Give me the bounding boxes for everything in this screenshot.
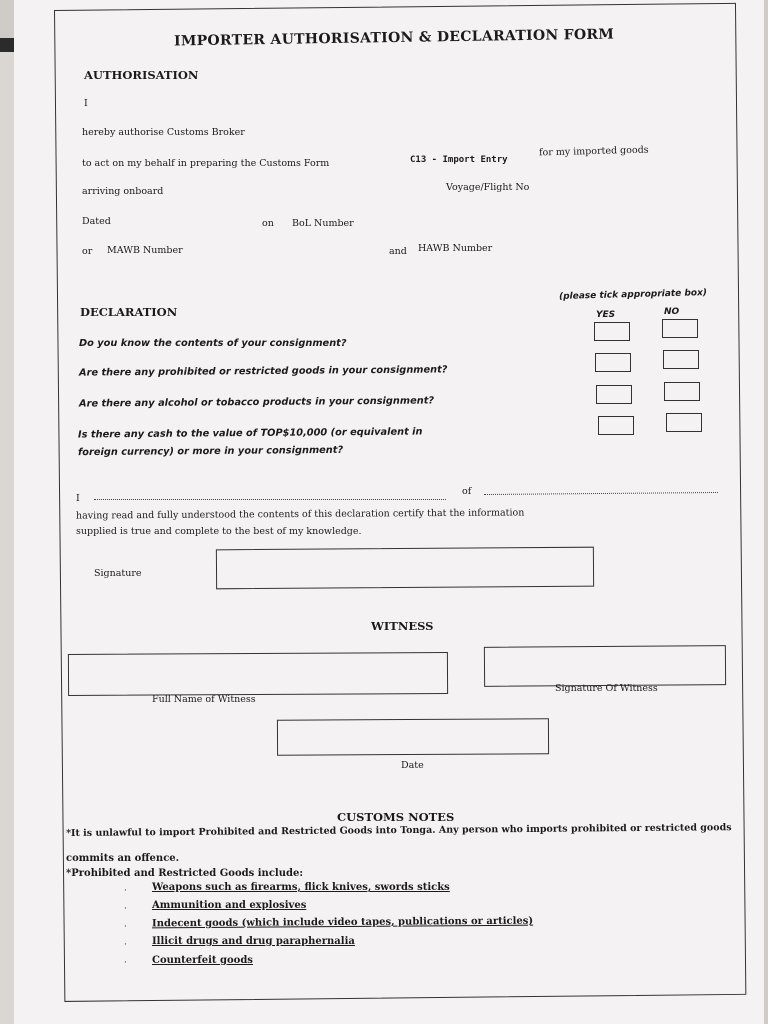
bullet-3: · [124,922,127,932]
i-label: I [84,98,88,109]
signature-label: Signature [94,568,142,579]
tick-note: (please tick appropriate box) [558,288,708,302]
question-3: Are there any alcohol or tobacco products in your consignment? [78,395,435,410]
or-label: or [82,246,93,257]
note-1-line2: commits an offence. [66,853,180,864]
form-sheet [14,0,764,1024]
yes-label: YES [596,310,616,320]
restricted-item-1: Weapons such as firearms, flick knives, swords sticks [152,882,450,893]
restricted-item-5: Counterfeit goods [152,955,253,966]
arriving-text: arriving onboard [82,186,164,197]
act-on-behalf-text: to act on my behalf in preparing the Customs Form [82,158,330,169]
no-label: NO [664,307,680,317]
witness-full-name-label: Full Name of Witness [152,694,256,705]
restricted-item-3: Indecent goods (which include video tapes, publications or articles) [151,915,534,930]
witness-signature-box[interactable] [484,645,726,687]
bullet-5: · [124,958,127,968]
question-4-line2: foreign currency) or more in your consignment? [77,444,344,459]
on-label: on [262,218,274,229]
question-1: Do you know the contents of your consignment? [79,338,347,349]
authorisation-heading: AUTHORISATION [84,68,199,82]
witness-signature-label: Signature Of Witness [555,683,658,694]
witness-date-label: Date [401,760,424,771]
declarant-name-line[interactable] [94,499,446,500]
q1-yes-checkbox[interactable] [594,322,630,341]
hawb-label: HAWB Number [418,243,493,254]
question-4-line1: Is there any cash to the value of TOP$10,000 (or equivalent in [77,426,423,441]
mawb-label: MAWB Number [107,245,183,256]
signature-box[interactable] [216,547,594,590]
dated-label: Dated [82,216,111,227]
for-goods-text: for my imported goods [538,144,649,159]
bullet-2: · [124,904,127,914]
restricted-item-2: Ammunition and explosives [152,900,307,911]
q2-no-checkbox[interactable] [663,350,699,369]
q3-yes-checkbox[interactable] [596,385,632,404]
certify-line-1: having read and fully understood the contents of this declaration certify that the information [75,507,525,522]
page-corner-shadow [0,38,14,52]
q1-no-checkbox[interactable] [662,319,698,338]
bullet-4: · [124,940,127,950]
q2-yes-checkbox[interactable] [595,353,631,372]
q4-yes-checkbox[interactable] [598,416,634,435]
witness-heading: WITNESS [371,619,434,633]
and-label: and [389,246,407,257]
bullet-1: · [124,886,127,896]
note-2: *Prohibited and Restricted Goods include: [66,868,304,879]
note-1-line1: *It is unlawful to import Prohibited and Restricted Goods into Tonga. Any person who imports prohibited or restricted goods [66,822,732,839]
certify-line-2: supplied is true and complete to the best of my knowledge. [76,526,362,537]
restricted-item-4: Illicit drugs and drug paraphernalia [152,936,355,947]
question-2: Are there any prohibited or restricted goods in your consignment? [78,364,448,379]
customs-notes-heading: CUSTOMS NOTES [337,810,455,824]
declaration-heading: DECLARATION [80,305,178,319]
bol-label: BoL Number [292,218,354,229]
authorise-text: hereby authorise Customs Broker [82,127,245,138]
declarant-i-label: I [76,493,80,504]
q4-no-checkbox[interactable] [666,413,702,432]
form-title: IMPORTER AUTHORISATION & DECLARATION FORM [173,26,615,50]
witness-full-name-box[interactable] [68,652,448,696]
q3-no-checkbox[interactable] [664,382,700,401]
witness-date-box[interactable] [277,718,549,755]
voyage-label: Voyage/Flight No [446,182,530,193]
declarant-of-label: of [462,486,472,497]
form-code: C13 - Import Entry [410,155,508,165]
